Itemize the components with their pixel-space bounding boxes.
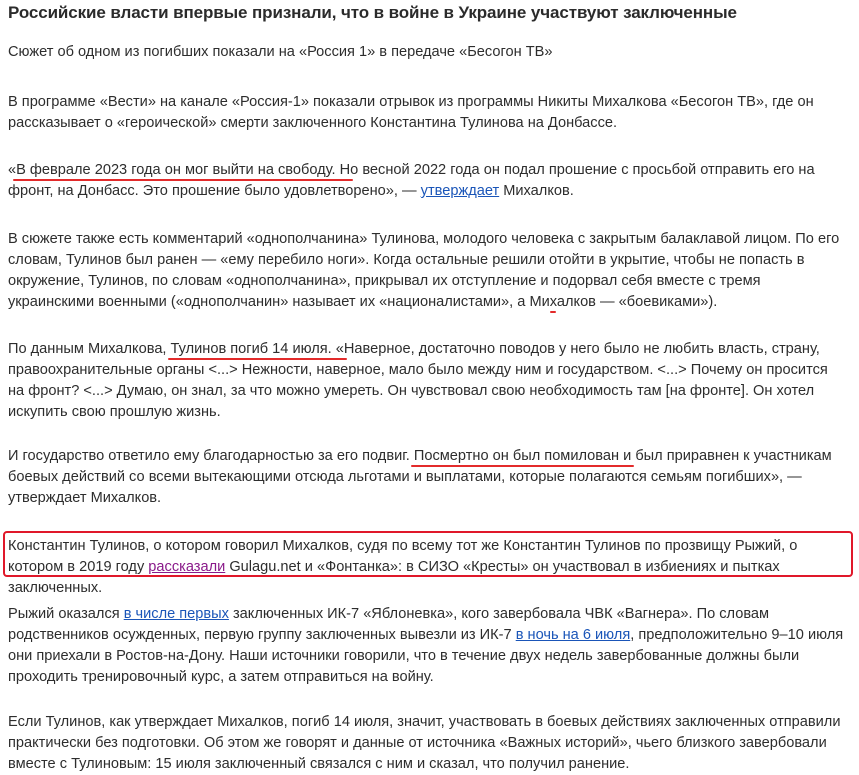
highlight-blew-up: подорвал себя вместе с тремя украинскими военными [8,273,761,310]
text: о весной 2022 года он подал прошение с просьбой отправить его на фронт, на Донбасс. Это прошение было удовлетворено», — [8,162,815,199]
text: Наверное, достаточно поводов у него было не любить власть, страну, правоохранительные органы <...> Нежности, наверное, мало было между ним и государством. <...> Почему он просится на фронт? <...> Думаю, он знал, за что можно умереть. Он чувствовал свою необходимость там [на фронте]. Он хотел искупить свою прошлую жизнь. [8,341,828,420]
paragraph-no-training: Если Тулинов, как утверждает Михалков, погиб 14 июля, значит, участвовать в боевых действиях заключенных отправили практически без подготовки. Об этом же говорят и данные от источника «Важных историй», чьего близкого завербовали вместе с Тулиновым: 15 июля заключенный связался с ним и сказал, что получил ранение. [8,714,841,772]
text: Рыжий оказался [8,606,124,622]
paragraph-death [8,339,848,423]
text: « [8,162,17,178]
text: был приравнен к участникам боевых действий со всеми вытекающими отсюда льготами и выплатами, которые полагаются семьям погибших», — утверждает Михалков. [8,448,832,506]
paragraph-pardon [8,446,848,509]
highlight-pardoned: Посмертно он был помилован и [413,448,632,464]
text: («однополчанин» называет их «националистами», а Михалков — «боевиками»). [166,294,718,310]
text: Константин Тулинов, о котором говорил Михалков, судя по всему тот же Константин Тулинов по прозвищу Рыжий, о котором в 2019 году [8,538,798,575]
text: Михалков. [499,183,574,199]
paragraph-vesti: В программе «Вести» на канале «Россия-1» показали отрывок из программы Никиты Михалкова «Бесогон ТВ», где он рассказывает о «героической» смерти заключенного Константина Тулинова на Донбассе. [8,94,814,131]
paragraph-recruitment [8,604,848,688]
text: , предположительно 9–10 июля они приехали в Ростов-на-Дону. Наши источники говорили, что в течение двух недель завербованные должны были проходить тренировочный курс, а затем отправиться на войну. [8,627,844,685]
paragraph-ryzhiy [8,536,848,599]
link-claims[interactable]: утверждает [420,183,500,199]
text: заключенных ИК-7 «Яблоневка», кого завербовала ЧВК «Вагнера». По словам родственников осужденных, первую группу заключенных вывезли из ИК-7 [8,606,770,643]
link-night-july-6[interactable]: в ночь на 6 июля [515,627,631,643]
text: По данным Михалкова, [8,341,171,357]
text: И государство ответило ему благодарностью за его подвиг. [8,448,414,464]
text: Gulagu.net и «Фонтанка»: в СИЗО «Кресты» он участвовал в избиениях и пытках заключенных. [8,559,780,596]
text: В сюжете также есть комментарий «однополчанина» Тулинова, молодого человека с закрытым балаклавой лицом. По его словам, Тулинов был ранен — «ему перебило ноги». Когда остальные решили отойти в укрытие, чтобы не попасть в окружение, Тулинов, по словам «однополчанина», прикрывал их отступление и [8,231,840,289]
paragraph-quote-release [8,160,848,202]
link-reported[interactable]: рассказали [148,559,226,575]
article-title: Российские власти впервые признали, что в войне в Украине участвуют заключенные [8,3,737,22]
highlight-died-july-14: Тулинов погиб 14 июля. « [170,341,344,357]
article-subtitle: Сюжет об одном из погибших показали на «Россия 1» в передаче «Бесогон ТВ» [8,44,553,60]
highlight-release-date: В феврале 2023 года он мог выйти на свободу. Н [16,162,351,178]
paragraph-comrade [8,229,848,313]
link-among-first[interactable]: в числе первых [123,606,229,622]
